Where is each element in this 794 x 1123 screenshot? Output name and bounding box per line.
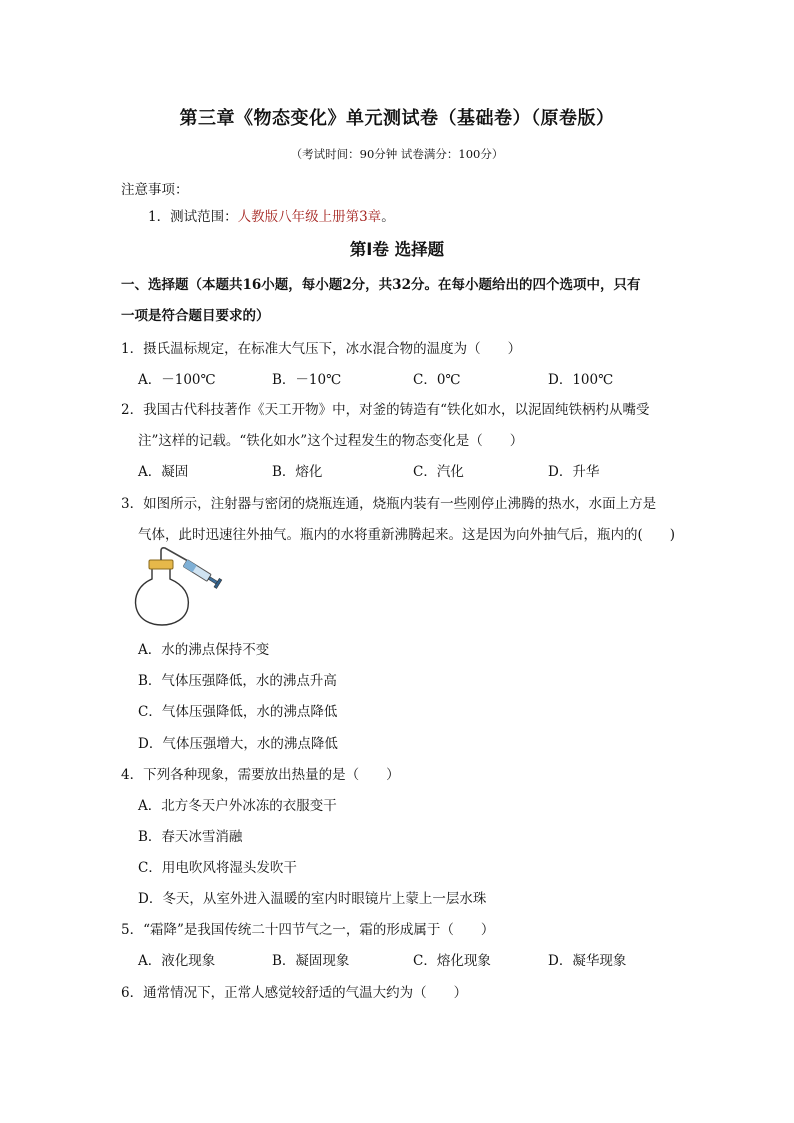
option-b: B．凝固现象 (272, 953, 350, 969)
option-d: D．升华 (548, 464, 600, 480)
tube-icon (161, 548, 188, 561)
question-4-option-a: A．北方冬天户外冰冻的衣服变干 (138, 798, 337, 814)
section-title: 第Ⅰ卷 选择题 (349, 240, 445, 259)
question-3-option-c: C．气体压强降低，水的沸点降低 (138, 704, 338, 720)
option-c: C．0℃ (413, 372, 461, 388)
section-instructions-line-1: 一、选择题（本题共16小题，每小题2分，共32分。在每小题给出的四个选项中，只有 (121, 277, 641, 293)
question-3-option-a: A．水的沸点保持不变 (138, 642, 270, 658)
option-a: A．液化现象 (138, 953, 216, 969)
question-2-stem-line-1: 2．我国古代科技著作《天工开物》中，对釜的铸造有“铁化如水，以泥固纯铁柄杓从嘴受 (121, 402, 650, 418)
notes-item-1-scope: 人教版八年级上册第3章 (237, 209, 382, 225)
flask-syringe-figure (128, 545, 228, 627)
question-4-option-d: D．冬天，从室外进入温暖的室内时眼镜片上蒙上一层水珠 (138, 891, 487, 907)
notes-item-1 (148, 205, 395, 225)
question-1-options (138, 368, 698, 388)
notes-item-1-suffix: 。 (381, 209, 395, 225)
question-4-option-c: C．用电吹风将湿头发吹干 (138, 860, 297, 876)
option-a: A．－100℃ (138, 372, 216, 388)
option-b: B．熔化 (272, 464, 323, 480)
notes-item-1-prefix: 1．测试范围： (148, 209, 238, 225)
flask-icon (136, 567, 189, 625)
option-a: A．凝固 (138, 464, 189, 480)
question-3-stem-line-2: 气体，此时迅速往外抽气。瓶内的水将重新沸腾起来。这是因为向外抽气后，瓶内的( ) (138, 527, 676, 543)
question-3-option-d: D．气体压强增大，水的沸点降低 (138, 736, 338, 752)
question-2-stem-line-2: 注”这样的记载。“铁化如水”这个过程发生的物态变化是（ ） (138, 433, 524, 449)
option-d: D．凝华现象 (548, 953, 627, 969)
option-b: B．－10℃ (272, 372, 342, 388)
question-4-option-b: B．春天冰雪消融 (138, 829, 243, 845)
option-c: C．汽化 (413, 464, 464, 480)
stopper-icon (149, 560, 173, 569)
option-c: C．熔化现象 (413, 953, 491, 969)
question-2-options (138, 460, 698, 480)
question-3-stem-line-1: 3．如图所示，注射器与密闭的烧瓶连通，烧瓶内装有一些刚停止沸腾的热水，水面上方是 (121, 496, 657, 512)
question-1-stem: 1．摄氏温标规定，在标准大气压下，冰水混合物的温度为（ ） (121, 341, 522, 357)
syringe-icon (183, 559, 222, 589)
section-instructions-line-2: 一项是符合题目要求的） (121, 308, 270, 324)
notes-heading: 注意事项： (121, 182, 189, 198)
question-4-stem: 4．下列各种现象，需要放出热量的是（ ） (121, 767, 400, 783)
question-5-options (138, 949, 698, 969)
option-d: D．100℃ (548, 372, 614, 388)
question-6-stem: 6．通常情况下，正常人感觉较舒适的气温大约为（ ） (121, 985, 468, 1001)
question-5-stem: 5．“霜降”是我国传统二十四节气之一，霜的形成属于（ ） (121, 922, 495, 938)
exam-info: （考试时间：90分钟 试卷满分：100分） (290, 147, 504, 161)
question-3-option-b: B．气体压强降低，水的沸点升高 (138, 673, 337, 689)
page-title: 第三章《物态变化》单元测试卷（基础卷）（原卷版） (179, 108, 615, 129)
